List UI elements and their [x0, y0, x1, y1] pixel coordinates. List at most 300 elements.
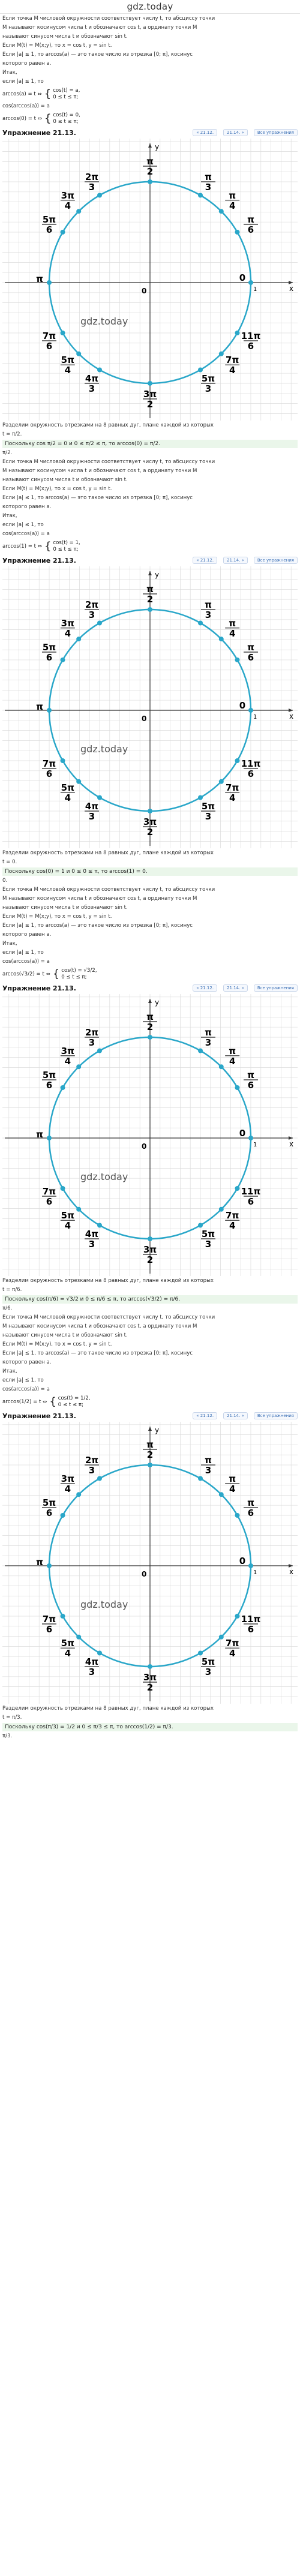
math-definition — [2, 1395, 298, 1409]
watermark: gdz.today — [80, 743, 128, 755]
angle-label — [61, 1638, 75, 1659]
circle-point — [47, 1136, 52, 1140]
angle-label — [239, 700, 245, 711]
angle-label — [143, 389, 157, 410]
angle-label — [42, 331, 56, 352]
svg-text:3π: 3π — [143, 816, 157, 827]
watermark: gdz.today — [80, 1171, 128, 1182]
math-left: arccos(1) = t ⇔ — [2, 544, 42, 550]
answer-line: π/2. — [2, 450, 13, 456]
theory-line: M называют косинусом числа t и обозначают cos t, а ординату точки M — [2, 25, 197, 31]
theory-line: которого равен a. — [2, 1359, 52, 1365]
theory-line: Если точка M числовой окружности соответствует числу t, то абсциссу точки — [2, 887, 215, 893]
svg-text:4: 4 — [229, 365, 236, 376]
math-left: arccos(0) = t ⇔ — [2, 116, 42, 122]
angle-label — [143, 1439, 157, 1460]
unit-circle-diagram — [2, 566, 298, 848]
svg-text:7π: 7π — [226, 1210, 239, 1221]
svg-text:4π: 4π — [85, 373, 99, 385]
angle-label — [241, 758, 261, 779]
svg-text:6: 6 — [247, 1508, 254, 1518]
angle-label — [42, 1614, 56, 1635]
svg-text:3: 3 — [88, 1037, 95, 1048]
theory-line: Если |a| ≤ 1, то arccos(a) — это такое число из отрезка [0; π], косинус — [2, 52, 193, 58]
svg-text:2: 2 — [146, 1449, 154, 1460]
svg-text:4: 4 — [229, 628, 236, 639]
circle-point — [148, 1035, 152, 1040]
svg-text:4: 4 — [229, 792, 236, 804]
svg-text:π: π — [229, 190, 236, 201]
y-axis-label: y — [155, 571, 160, 579]
all-exercises-button[interactable]: Все упражнения — [254, 984, 298, 992]
svg-text:3π: 3π — [143, 1244, 157, 1255]
circle-wrapper — [2, 994, 298, 1276]
angle-label — [225, 355, 239, 376]
svg-text:5π: 5π — [42, 214, 56, 225]
svg-text:2: 2 — [146, 594, 154, 605]
case-1: cos(t) = 0, — [53, 112, 80, 118]
svg-text:3: 3 — [88, 1239, 95, 1250]
circle-point — [235, 230, 239, 235]
unit-circle-diagram — [2, 994, 298, 1276]
circle-point — [198, 367, 203, 372]
svg-text:π: π — [205, 1026, 212, 1038]
svg-text:6: 6 — [46, 1624, 53, 1635]
all-exercises-button[interactable]: Все упражнения — [254, 557, 298, 564]
svg-text:2π: 2π — [85, 171, 99, 182]
circle-point — [97, 795, 102, 800]
svg-text:3: 3 — [88, 1464, 95, 1476]
circle-wrapper — [2, 566, 298, 848]
theory-line: Если |a| ≤ 1, то arccos(a) — это такое число из отрезка [0; π], косинус — [2, 923, 193, 929]
math-definition — [2, 540, 298, 553]
circle-point — [97, 367, 102, 372]
itak-label: Итак, — [2, 513, 17, 519]
angle-label — [225, 782, 239, 803]
svg-text:4: 4 — [229, 1648, 236, 1659]
svg-text:3: 3 — [88, 383, 95, 395]
theory-line: которого равен a. — [2, 61, 52, 67]
circle-point — [248, 280, 253, 285]
angle-label — [61, 782, 75, 803]
theory-line: Если M(t) = M(x;y), то x = cos t, y = sin t. — [2, 43, 112, 49]
site-logo[interactable]: gdz.today — [127, 1, 173, 12]
svg-text:3π: 3π — [61, 1473, 74, 1484]
svg-text:π: π — [36, 1129, 43, 1140]
svg-text:4: 4 — [64, 365, 71, 376]
svg-text:0: 0 — [239, 1128, 246, 1139]
y-axis-arrow — [148, 571, 152, 575]
angle-label — [36, 1129, 43, 1140]
arc-line: cos(arccos(a)) = a — [2, 103, 50, 109]
svg-text:4: 4 — [64, 1055, 71, 1067]
theory-line: Если точка M числовой окружности соответствует числу t, то абсциссу точки — [2, 16, 215, 22]
svg-text:4π: 4π — [85, 1656, 99, 1668]
svg-text:6: 6 — [247, 224, 254, 235]
angle-label — [225, 1473, 239, 1494]
svg-text:11π: 11π — [241, 1186, 261, 1197]
svg-text:π: π — [36, 274, 43, 284]
watermark: gdz.today — [80, 316, 128, 327]
angle-label — [201, 599, 215, 620]
next-button[interactable]: 21.14. » — [223, 129, 248, 136]
svg-text:3π: 3π — [61, 1045, 74, 1056]
exercise-section — [0, 1386, 300, 1740]
svg-text:7π: 7π — [42, 1614, 56, 1625]
svg-text:6: 6 — [46, 652, 53, 663]
angle-label — [225, 618, 239, 639]
prev-button[interactable]: « 21.12. — [193, 1412, 217, 1419]
svg-text:11π: 11π — [241, 331, 261, 341]
watermark: gdz.today — [80, 1599, 128, 1610]
circle-point — [219, 637, 224, 641]
svg-text:5π: 5π — [201, 1656, 215, 1668]
svg-text:5π: 5π — [42, 1497, 56, 1508]
case-1: cos(t) = √3/2, — [61, 968, 97, 974]
case-2: 0 ≤ t ≤ π; — [53, 94, 79, 100]
svg-text:3: 3 — [205, 181, 212, 193]
theory-line: Если |a| ≤ 1, то arccos(a) — это такое число из отрезка [0; π], косинус — [2, 1350, 193, 1356]
svg-text:2: 2 — [146, 827, 154, 837]
svg-text:3: 3 — [88, 181, 95, 193]
math-left: arccos(√3/2) = t ⇔ — [2, 971, 50, 977]
exercise-header — [2, 555, 298, 566]
circle-point — [219, 1207, 224, 1212]
angle-label — [85, 1656, 99, 1677]
exercise-header — [2, 127, 298, 138]
circle-point — [148, 809, 152, 813]
circle-point — [235, 1186, 239, 1191]
prev-button[interactable]: « 21.12. — [193, 129, 217, 136]
angle-label — [61, 1210, 75, 1231]
arc-line: cos(arccos(a)) = a — [2, 1386, 50, 1392]
case-1: cos(t) = 1/2, — [58, 1395, 91, 1401]
x-axis-label: x — [289, 284, 294, 293]
svg-text:3: 3 — [205, 811, 212, 822]
angle-label — [143, 816, 157, 837]
angle-label — [61, 1473, 75, 1494]
if-abs: если |a| ≤ 1, то — [2, 79, 44, 85]
arc-line: cos(arccos(a)) = a — [2, 531, 50, 537]
explain-line-2: t = 0. — [2, 859, 17, 865]
nav-buttons — [193, 129, 298, 136]
brace-glyph: { — [44, 112, 52, 125]
angle-label — [42, 1186, 56, 1207]
angle-label — [201, 172, 215, 193]
svg-text:6: 6 — [46, 1508, 53, 1518]
circle-wrapper — [2, 139, 298, 421]
svg-text:π: π — [146, 1439, 154, 1450]
angle-label — [85, 373, 99, 394]
circle-point — [61, 1085, 65, 1090]
cases — [53, 968, 97, 981]
svg-text:2: 2 — [146, 166, 154, 177]
angle-label — [241, 1614, 261, 1635]
angle-label — [201, 373, 215, 394]
circle-point — [47, 280, 52, 285]
svg-text:7π: 7π — [42, 758, 56, 769]
svg-text:5π: 5π — [201, 373, 215, 385]
brace-glyph: { — [49, 1395, 56, 1408]
svg-text:7π: 7π — [226, 355, 239, 366]
circle-point — [198, 1650, 203, 1655]
circle-point — [219, 1635, 224, 1640]
y-axis-arrow — [148, 999, 152, 1003]
brace-glyph: { — [44, 88, 52, 100]
angle-label — [143, 1672, 157, 1693]
svg-text:11π: 11π — [241, 758, 261, 769]
svg-text:2π: 2π — [85, 1454, 99, 1466]
circle-point — [148, 381, 152, 386]
x-axis-label: x — [289, 1140, 294, 1148]
angle-label — [241, 1186, 261, 1207]
svg-text:3: 3 — [88, 811, 95, 822]
angle-label — [225, 1210, 239, 1231]
circle-point — [198, 1476, 203, 1481]
angle-label — [241, 331, 261, 352]
svg-text:π: π — [205, 171, 212, 182]
origin-label: 0 — [142, 287, 147, 295]
circle-point — [61, 1513, 65, 1518]
svg-text:π: π — [36, 701, 43, 712]
svg-text:2: 2 — [146, 1682, 154, 1693]
svg-text:π: π — [146, 1011, 154, 1022]
circle-point — [198, 795, 203, 800]
brace-glyph: { — [52, 968, 60, 980]
angle-label — [42, 758, 56, 779]
theory-line: M называют косинусом числа t и обозначают cos t, а ординату точки M — [2, 1323, 197, 1329]
all-exercises-button[interactable]: Все упражнения — [254, 1412, 298, 1419]
svg-text:3: 3 — [88, 609, 95, 620]
angle-label — [239, 272, 245, 283]
angle-label — [143, 1011, 157, 1032]
next-button[interactable]: 21.14. » — [223, 984, 248, 992]
y-axis-label: y — [155, 1426, 160, 1434]
svg-text:3π: 3π — [61, 190, 74, 201]
svg-text:11π: 11π — [241, 1614, 261, 1625]
content — [0, 15, 300, 1740]
circle-point — [97, 1223, 102, 1227]
cases — [49, 1395, 90, 1409]
unit-label: 1 — [253, 714, 257, 720]
angle-label — [201, 1027, 215, 1048]
exercise-section — [0, 103, 300, 529]
exercise-title: Упражнение 21.13. — [2, 1412, 76, 1420]
result-line: Поскольку cos(π/6) = √3/2 и 0 ≤ π/6 ≤ π, то arccos(√3/2) = π/6. — [2, 1295, 298, 1304]
angle-label — [85, 1027, 99, 1048]
math-left: arccos(a) = t ⇔ — [2, 91, 42, 97]
svg-text:3: 3 — [205, 383, 212, 395]
circle-point — [219, 352, 224, 356]
origin-label: 0 — [142, 1570, 147, 1578]
case-2: 0 ≤ t ≤ π; — [53, 119, 79, 125]
angle-label — [201, 1455, 215, 1476]
circle-point — [76, 1492, 81, 1497]
svg-text:6: 6 — [247, 652, 254, 663]
svg-text:2: 2 — [146, 399, 154, 410]
circle-point — [248, 1136, 253, 1140]
x-axis-label: x — [289, 712, 294, 720]
circle-point — [148, 1664, 152, 1669]
next-button[interactable]: 21.14. » — [223, 1412, 248, 1419]
nav-buttons — [193, 984, 298, 992]
explain-line-2: t = π/3. — [2, 1715, 22, 1721]
exercise-title: Упражнение 21.13. — [2, 556, 76, 565]
angle-label — [225, 1046, 239, 1067]
exercise-section — [0, 530, 300, 957]
svg-text:7π: 7π — [226, 1638, 239, 1649]
svg-text:4: 4 — [64, 1483, 71, 1494]
circle-point — [61, 657, 65, 662]
case-stack — [53, 88, 80, 101]
theory-line: Если точка M числовой окружности соответствует числу t, то абсциссу точки — [2, 1314, 215, 1320]
math-definition — [2, 88, 298, 101]
if-abs: если |a| ≤ 1, то — [2, 950, 44, 956]
x-axis-label: x — [289, 1568, 294, 1576]
angle-label — [61, 355, 75, 376]
prev-button[interactable]: « 21.12. — [193, 557, 217, 564]
circle-point — [76, 1207, 81, 1212]
svg-text:3: 3 — [88, 1667, 95, 1678]
svg-text:6: 6 — [46, 224, 53, 235]
svg-text:6: 6 — [247, 768, 254, 779]
origin-label: 0 — [142, 714, 147, 723]
angle-label — [61, 618, 75, 639]
circle-point — [148, 179, 152, 184]
explain-line: Разделим окружность отрезками на 8 равных дуг, плане каждой из которых — [2, 422, 214, 428]
explain-line: Разделим окружность отрезками на 8 равных дуг, плане каждой из которых — [2, 850, 214, 856]
svg-text:2π: 2π — [85, 1026, 99, 1038]
svg-text:5π: 5π — [61, 782, 74, 794]
svg-text:6: 6 — [46, 1080, 53, 1091]
exercise-title: Упражнение 21.13. — [2, 984, 76, 992]
svg-text:5π: 5π — [201, 801, 215, 812]
angle-label — [61, 190, 75, 211]
origin-label: 0 — [142, 1142, 147, 1151]
svg-text:3: 3 — [205, 609, 212, 620]
circle-point — [76, 209, 81, 214]
theory-line: Если точка M числовой окружности соответствует числу t, то абсциссу точки — [2, 459, 215, 465]
svg-text:π: π — [229, 1473, 236, 1484]
theory-line: называют синусом числа t и обозначают sin t. — [2, 1332, 128, 1338]
answer-line: 0. — [2, 878, 8, 884]
cases — [44, 88, 80, 101]
nav-buttons — [193, 557, 298, 564]
svg-text:3: 3 — [205, 1037, 212, 1048]
svg-text:6: 6 — [247, 1080, 254, 1091]
angle-label — [143, 156, 157, 177]
angle-label — [143, 1244, 157, 1265]
svg-text:π: π — [36, 1557, 43, 1568]
answer-line: π/6. — [2, 1305, 13, 1311]
angle-label — [85, 172, 99, 193]
circle-point — [61, 331, 65, 335]
circle-point — [61, 1614, 65, 1619]
svg-text:6: 6 — [247, 1196, 254, 1207]
angle-label — [239, 1556, 245, 1566]
svg-text:4: 4 — [64, 792, 71, 804]
circle-point — [219, 1492, 224, 1497]
svg-text:6: 6 — [46, 768, 53, 779]
svg-text:3π: 3π — [143, 389, 157, 400]
circle-point — [97, 621, 102, 626]
circle-point — [76, 1064, 81, 1069]
svg-text:π: π — [247, 1497, 254, 1508]
angle-label — [36, 274, 43, 284]
all-exercises-button[interactable]: Все упражнения — [254, 129, 298, 136]
circle-point — [47, 708, 52, 713]
brace-glyph: { — [44, 540, 52, 553]
circle-point — [248, 1563, 253, 1568]
svg-text:π: π — [247, 1070, 254, 1080]
result-line: Поскольку cos π/2 = 0 и 0 ≤ π/2 ≤ π, то arccos(0) = π/2. — [2, 440, 298, 448]
answer-line: π/3. — [2, 1733, 13, 1739]
svg-text:4: 4 — [64, 1220, 71, 1232]
circle-point — [148, 1236, 152, 1241]
svg-text:4: 4 — [64, 628, 71, 639]
svg-text:π: π — [205, 599, 212, 610]
circle-point — [61, 758, 65, 763]
itak-label: Итак, — [2, 1368, 17, 1374]
svg-text:π: π — [247, 642, 254, 653]
case-1: cos(t) = 1, — [53, 540, 80, 546]
explain-line: Разделим окружность отрезками на 8 равных дуг, плане каждой из которых — [2, 1706, 214, 1712]
circle-point — [219, 209, 224, 214]
svg-text:4: 4 — [229, 1483, 236, 1494]
svg-text:0: 0 — [239, 700, 246, 711]
svg-text:0: 0 — [239, 272, 246, 283]
svg-text:π: π — [146, 584, 154, 595]
angle-label — [61, 1046, 75, 1067]
svg-text:7π: 7π — [42, 331, 56, 341]
theory-line: называют синусом числа t и обозначают sin t. — [2, 477, 128, 483]
cases — [44, 112, 80, 125]
angle-label — [36, 701, 43, 712]
svg-text:5π: 5π — [201, 1229, 215, 1240]
angle-label — [239, 1128, 245, 1139]
theory-line: Если M(t) = M(x;y), то x = cos t, y = sin t. — [2, 486, 112, 492]
prev-button[interactable]: « 21.12. — [193, 984, 217, 992]
svg-text:6: 6 — [247, 341, 254, 352]
svg-text:5π: 5π — [42, 642, 56, 653]
svg-text:6: 6 — [46, 341, 53, 352]
svg-text:4: 4 — [64, 200, 71, 211]
circle-point — [148, 1463, 152, 1467]
theory-line: Если M(t) = M(x;y), то x = cos t, y = sin t. — [2, 1341, 112, 1347]
unit-label: 1 — [253, 1142, 257, 1148]
circle-point — [198, 1223, 203, 1227]
svg-text:3: 3 — [205, 1239, 212, 1250]
angle-label — [85, 801, 99, 822]
circle-point — [76, 779, 81, 784]
explain-line-2: t = π/2. — [2, 431, 22, 437]
case-stack — [53, 540, 80, 553]
case-stack — [61, 968, 97, 981]
unit-circle-diagram — [2, 139, 298, 421]
next-button[interactable]: 21.14. » — [223, 557, 248, 564]
circle-point — [235, 1085, 239, 1090]
svg-text:2: 2 — [146, 1022, 154, 1032]
svg-text:7π: 7π — [226, 782, 239, 794]
svg-text:π: π — [247, 214, 254, 225]
y-axis-label: y — [155, 998, 160, 1007]
theory-section — [0, 15, 300, 101]
svg-text:6: 6 — [46, 1196, 53, 1207]
case-stack — [58, 1395, 91, 1409]
svg-text:0: 0 — [239, 1556, 246, 1566]
circle-point — [219, 779, 224, 784]
nav-buttons — [193, 1412, 298, 1419]
